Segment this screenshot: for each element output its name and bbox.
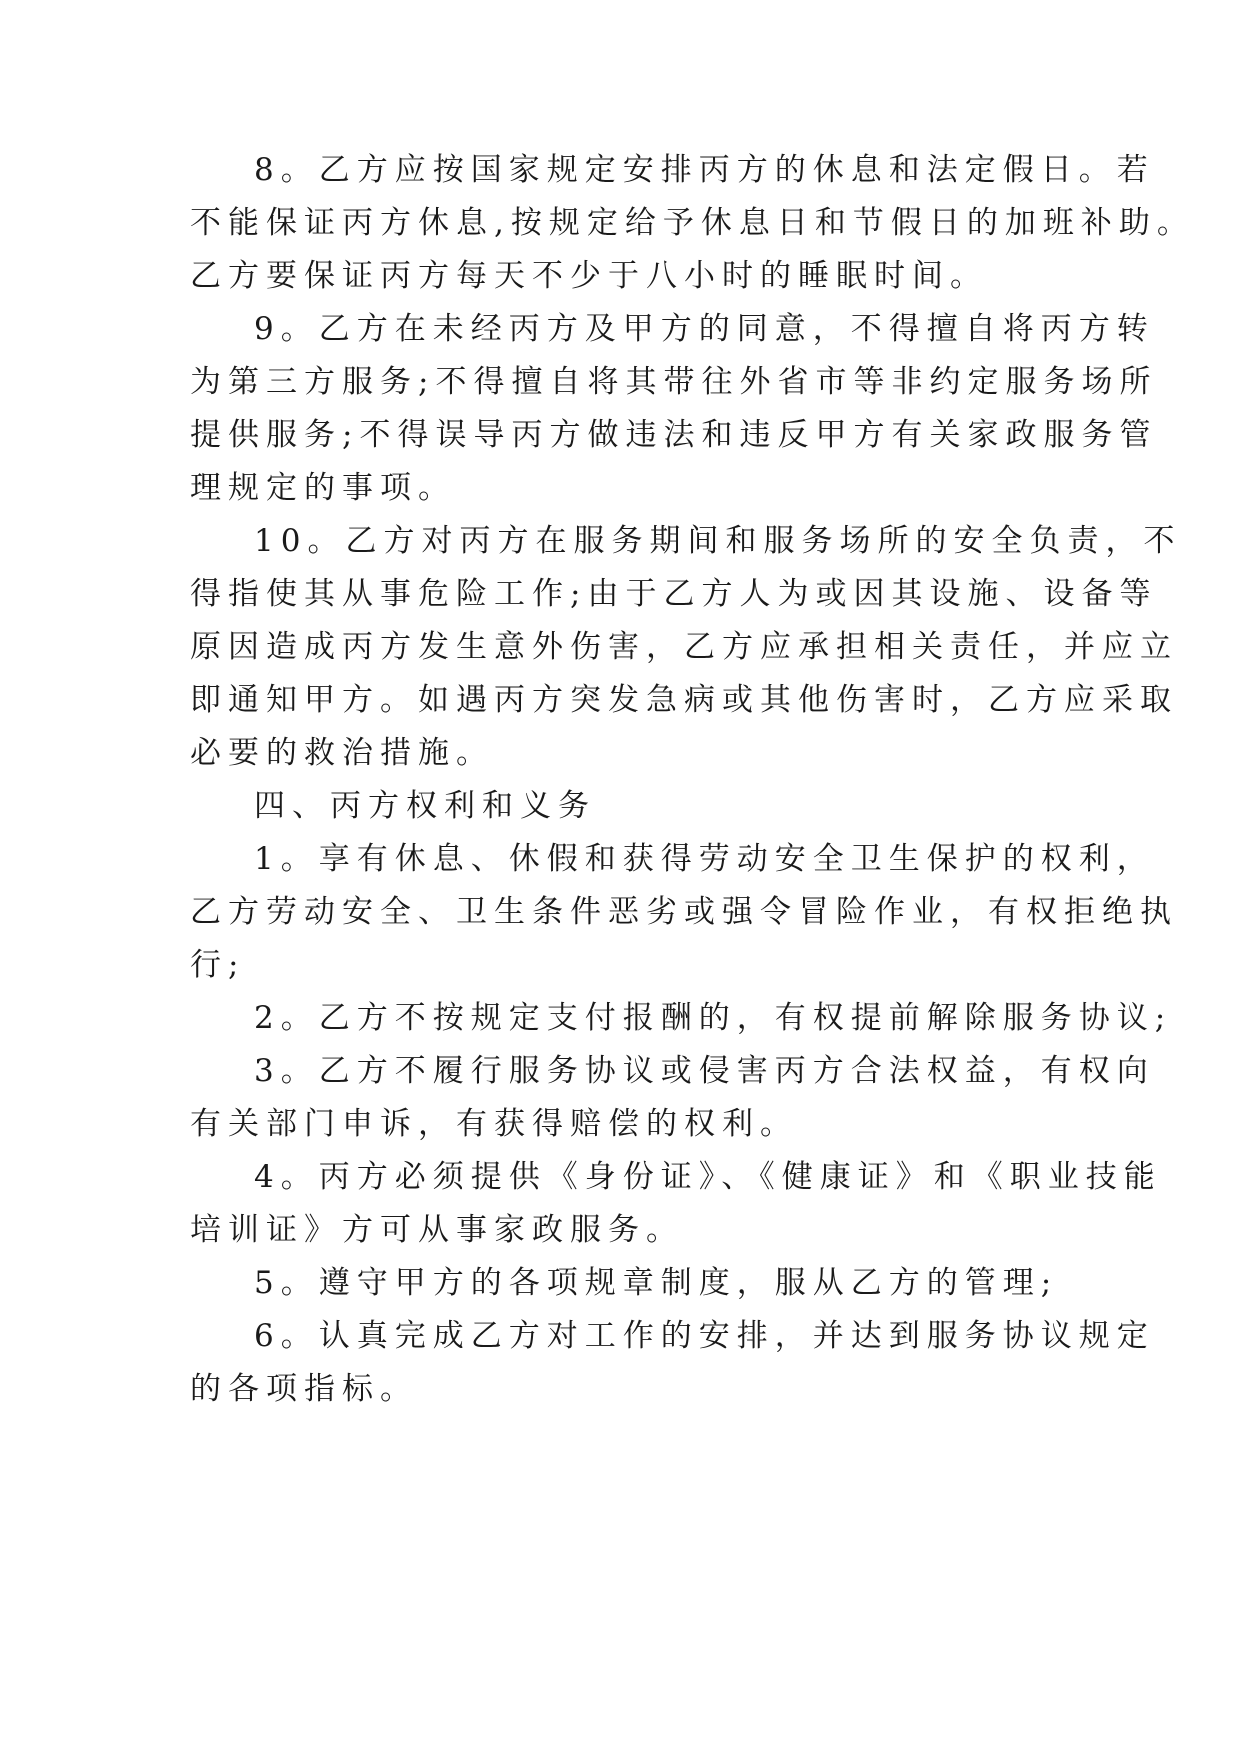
paragraph-8-line-3: 乙方要保证丙方每天不少于八小时的睡眠时间。 xyxy=(190,258,988,294)
paragraph-8-line-1: 8。乙方应按国家规定安排丙方的休息和法定假日。若 xyxy=(254,152,1155,188)
paragraph-9-line-3: 提供服务;不得误导丙方做违法和违反甲方有关家政服务管 xyxy=(190,417,1158,453)
item-6-line-1: 6。认真完成乙方对工作的安排，并达到服务协议规定 xyxy=(254,1318,1155,1354)
item-6-line-2: 的各项指标。 xyxy=(190,1371,418,1407)
item-1-line-1: 1。享有休息、休假和获得劳动安全卫生保护的权利， xyxy=(254,841,1155,877)
paragraph-9-line-4: 理规定的事项。 xyxy=(190,470,456,506)
paragraph-10-line-4: 即通知甲方。如遇丙方突发急病或其他伤害时，乙方应采取 xyxy=(190,682,1178,718)
item-5-line-1: 5。遵守甲方的各项规章制度，服从乙方的管理; xyxy=(254,1265,1059,1301)
paragraph-10-line-1: 10。乙方对丙方在服务期间和服务场所的安全负责，不 xyxy=(254,523,1182,559)
item-3-line-1: 3。乙方不履行服务协议或侵害丙方合法权益，有权向 xyxy=(254,1053,1155,1089)
item-4-line-1: 4。丙方必须提供《身份证》、《健康证》和《职业技能 xyxy=(254,1159,1162,1195)
paragraph-10-line-2: 得指使其从事危险工作;由于乙方人为或因其设施、设备等 xyxy=(190,576,1158,612)
item-3-line-2: 有关部门申诉，有获得赔偿的权利。 xyxy=(190,1106,798,1142)
paragraph-9-line-2: 为第三方服务;不得擅自将其带往外省市等非约定服务场所 xyxy=(190,364,1158,400)
item-1-line-3: 行; xyxy=(190,947,246,983)
paragraph-9-line-1: 9。乙方在未经丙方及甲方的同意，不得擅自将丙方转 xyxy=(254,311,1155,347)
item-2-line-1: 2。乙方不按规定支付报酬的，有权提前解除服务协议; xyxy=(254,1000,1173,1036)
paragraph-10-line-5: 必要的救治措施。 xyxy=(190,735,494,771)
item-4-line-2: 培训证》方可从事家政服务。 xyxy=(190,1212,684,1248)
section-heading: 四、丙方权利和义务 xyxy=(254,788,596,824)
paragraph-8-line-2: 不能保证丙方休息,按规定给予休息日和节假日的加班补助。 xyxy=(190,205,1195,241)
item-1-line-2: 乙方劳动安全、卫生条件恶劣或强令冒险作业，有权拒绝执 xyxy=(190,894,1178,930)
paragraph-10-line-3: 原因造成丙方发生意外伤害，乙方应承担相关责任，并应立 xyxy=(190,629,1178,665)
